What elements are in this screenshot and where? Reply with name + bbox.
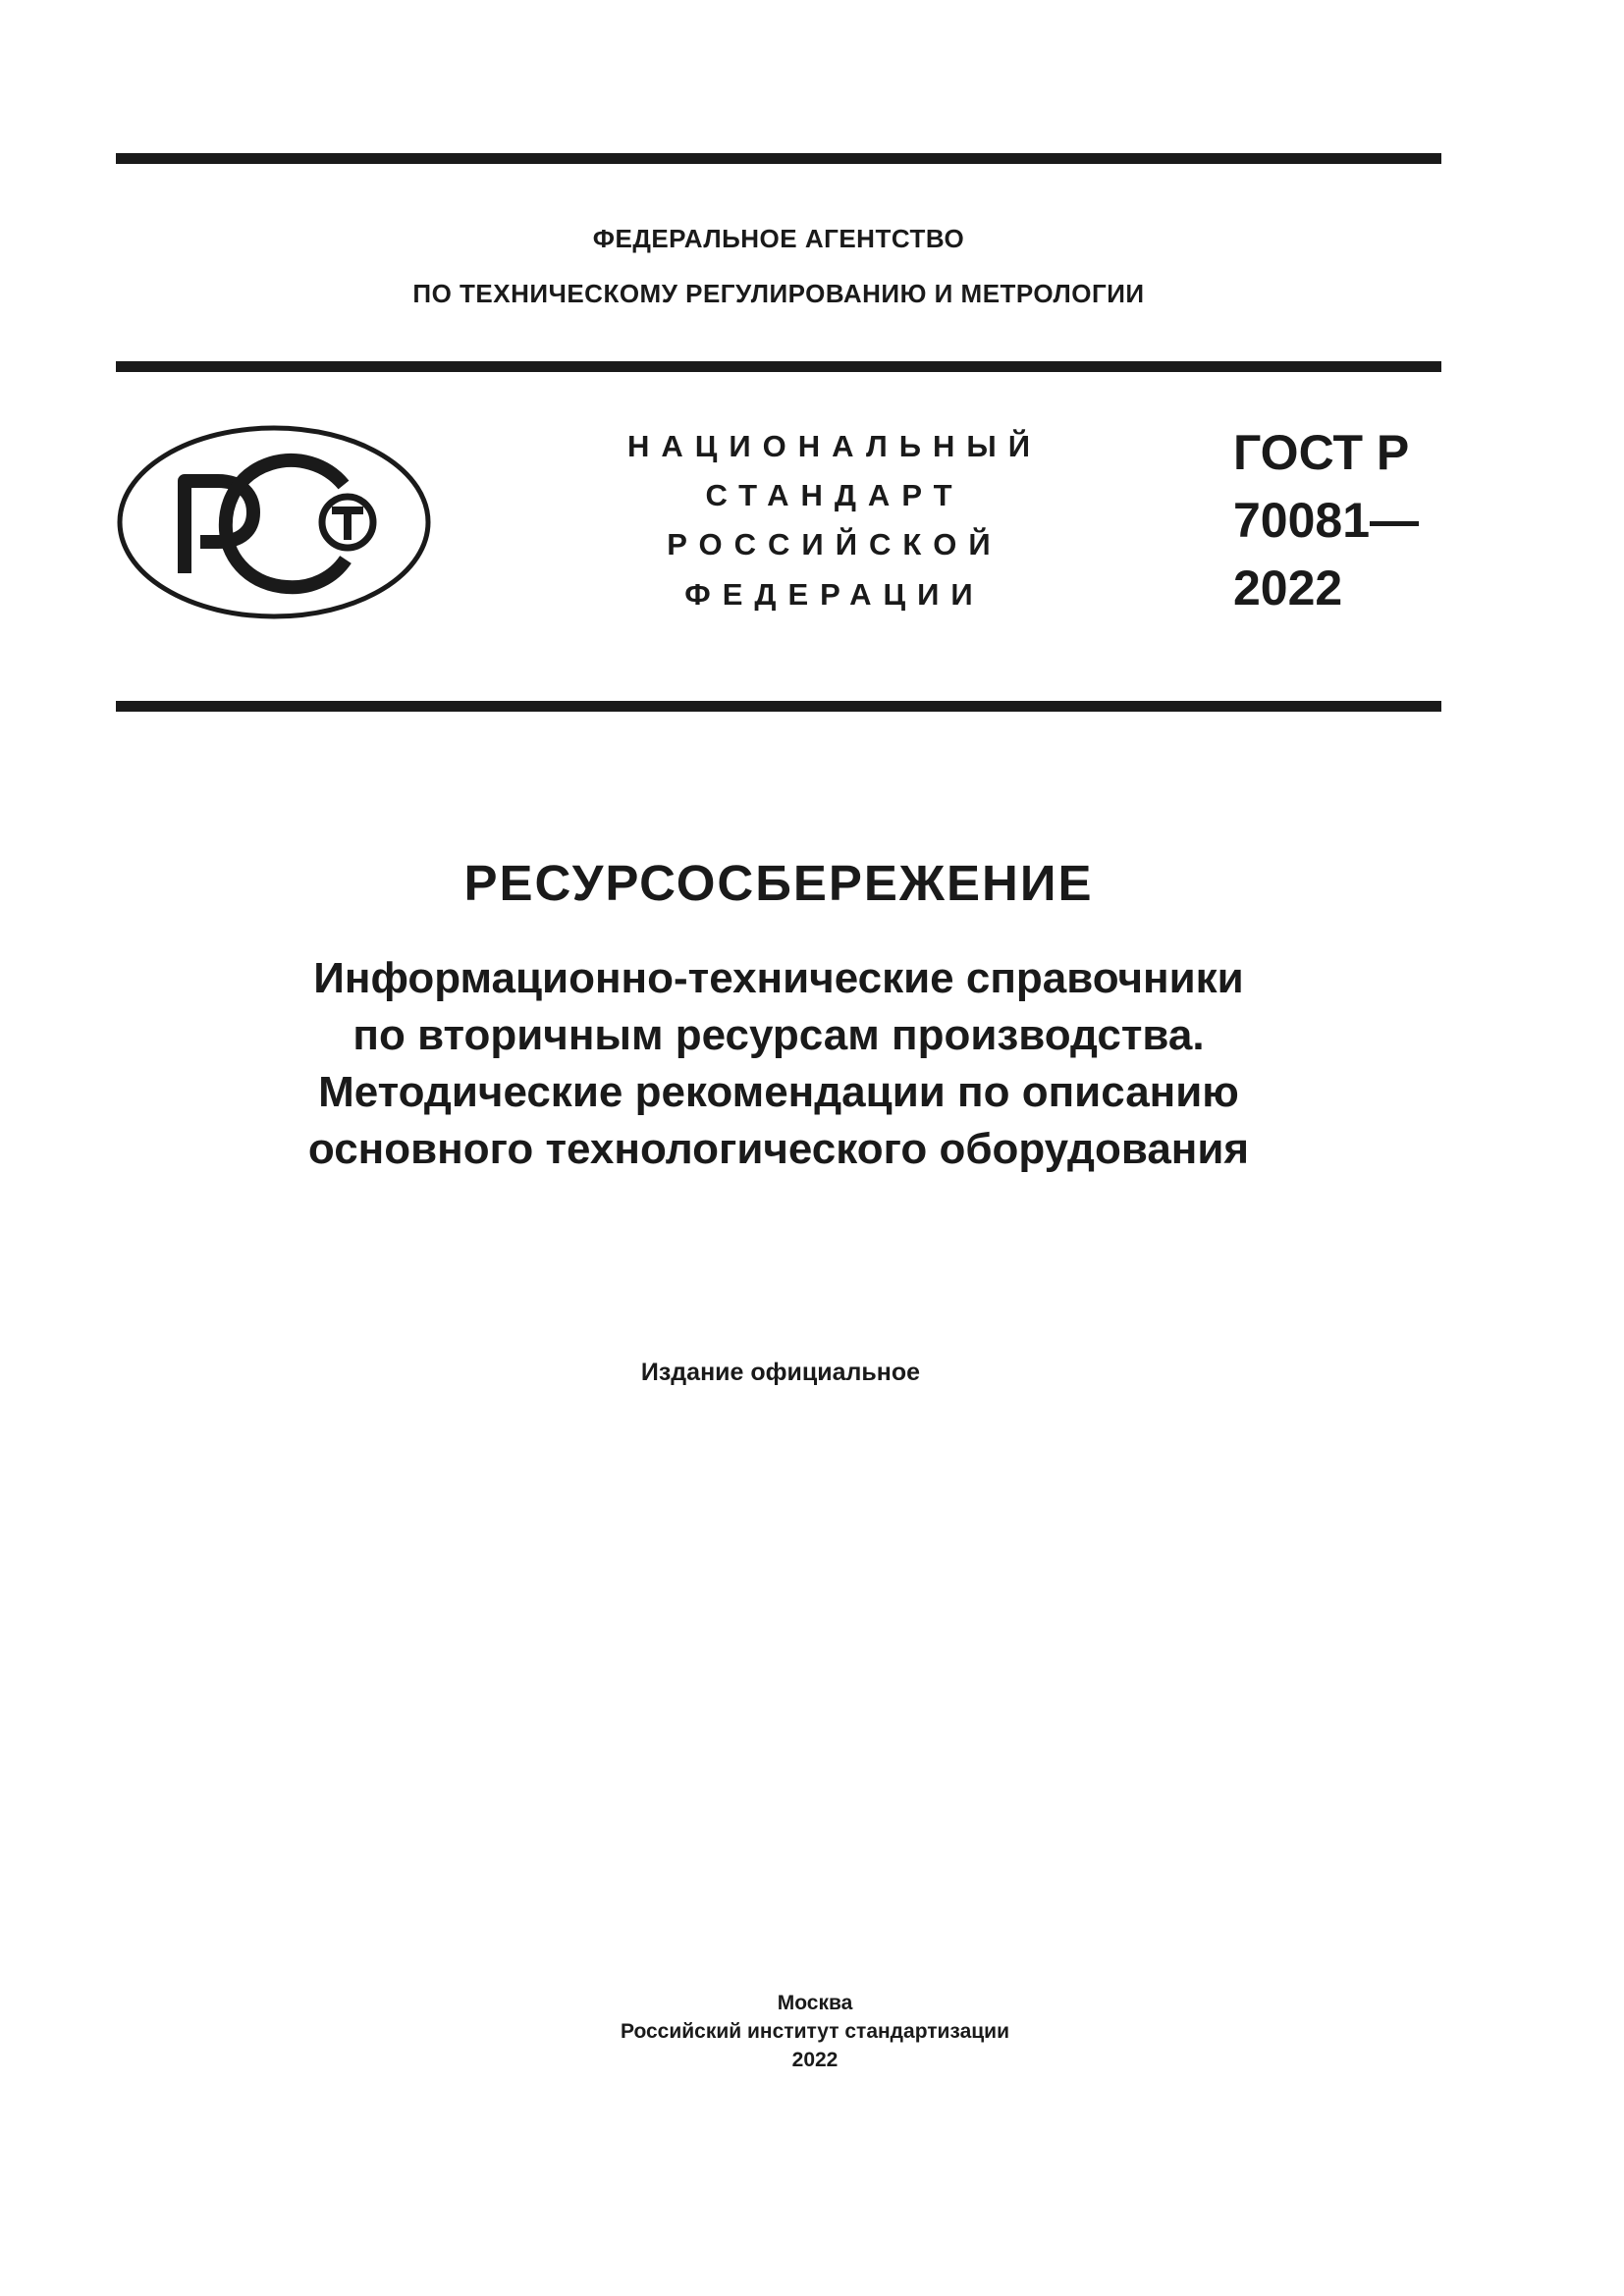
subtitle-line-2: по вторичным ресурсам производства. [352, 1011, 1205, 1059]
top-rule [116, 153, 1441, 164]
imprint-year: 2022 [791, 2049, 839, 2071]
standard-type-line-2: СТАНДАРТ [705, 478, 964, 512]
standard-type-line-1: НАЦИОНАЛЬНЫЙ [626, 429, 1043, 463]
subtitle-line-3: Методические рекомендации по описанию [318, 1068, 1239, 1116]
standard-code-line-2: 70081— [1233, 493, 1420, 548]
subtitle-line-1: Информационно-технические справочники [313, 954, 1244, 1002]
agency-rule [116, 361, 1441, 372]
imprint [422, 1989, 1208, 2074]
document-title: РЕСУРСОСБЕРЕЖЕНИЕ [463, 855, 1094, 911]
agency-line-1: ФЕДЕРАЛЬНОЕ АГЕНТСТВО [592, 224, 965, 253]
subtitle-line-4: основного технологического оборудования [307, 1125, 1250, 1173]
document-subtitle [116, 950, 1441, 1178]
agency-line-2: ПО ТЕХНИЧЕСКОМУ РЕГУЛИРОВАНИЮ И МЕТРОЛОГИИ [412, 279, 1145, 308]
imprint-city: Москва [777, 1992, 853, 2014]
rst-certification-mark-icon [116, 424, 432, 620]
imprint-publisher: Российский институт стандартизации [620, 2020, 1010, 2043]
header-bottom-rule [116, 701, 1441, 712]
standard-type-line-4: ФЕДЕРАЦИИ [684, 577, 985, 612]
edition-label: Издание официальное [640, 1359, 921, 1386]
standard-code-line-1: ГОСТ Р [1233, 425, 1410, 480]
standard-type-line-3: РОССИЙСКОЙ [667, 527, 1002, 561]
standard-code-line-3: 2022 [1233, 561, 1343, 615]
